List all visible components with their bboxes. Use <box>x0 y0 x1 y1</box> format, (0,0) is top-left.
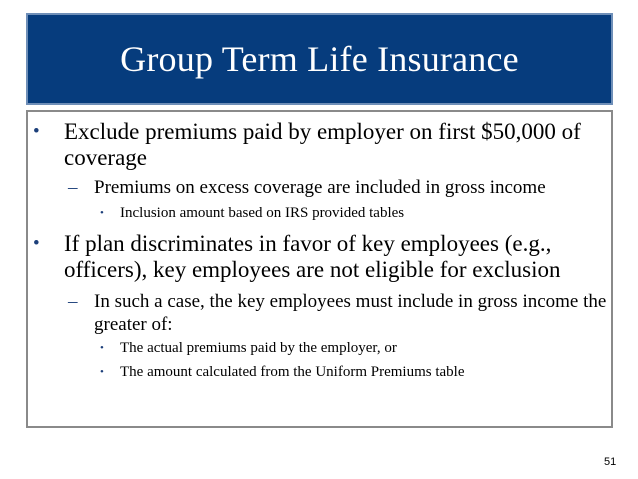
sub-sub-bullet-item <box>28 338 611 358</box>
slide-content-box <box>26 110 613 428</box>
sub-sub-bullet-item <box>28 203 611 223</box>
sub-bullet-item <box>28 176 611 199</box>
bullet-text: Exclude premiums paid by employer on first $50,000 of coverage <box>64 119 581 170</box>
sub-sub-bullet-text: The actual premiums paid by the employer, or <box>120 340 397 356</box>
bullet-marker: • <box>100 366 104 378</box>
bullet-marker: • <box>100 207 104 219</box>
bullet-marker: • <box>33 233 40 254</box>
sub-sub-bullet-text: Inclusion amount based on IRS provided tables <box>120 205 405 221</box>
bullet-marker: • <box>33 121 40 142</box>
sub-sub-bullet-text: The amount calculated from the Uniform Premiums table <box>120 364 465 380</box>
bullet-marker: • <box>100 342 104 354</box>
bullet-text: If plan discriminates in favor of key employees (e.g., officers), key employees are not eligible for exclusion <box>64 231 561 282</box>
slide-title: Group Term Life Insurance <box>120 39 519 79</box>
sub-sub-bullet-item <box>28 362 611 382</box>
slide-title-bar <box>26 13 613 105</box>
dash-marker: – <box>68 177 78 198</box>
dash-marker: – <box>68 291 78 312</box>
sub-bullet-text: In such a case, the key employees must include in gross income the greater of: <box>94 291 607 335</box>
page-number: 51 <box>604 456 617 468</box>
sub-bullet-text: Premiums on excess coverage are included in gross income <box>94 177 546 198</box>
sub-bullet-item <box>28 290 611 336</box>
bullet-item <box>28 231 611 283</box>
bullet-item <box>28 119 611 171</box>
